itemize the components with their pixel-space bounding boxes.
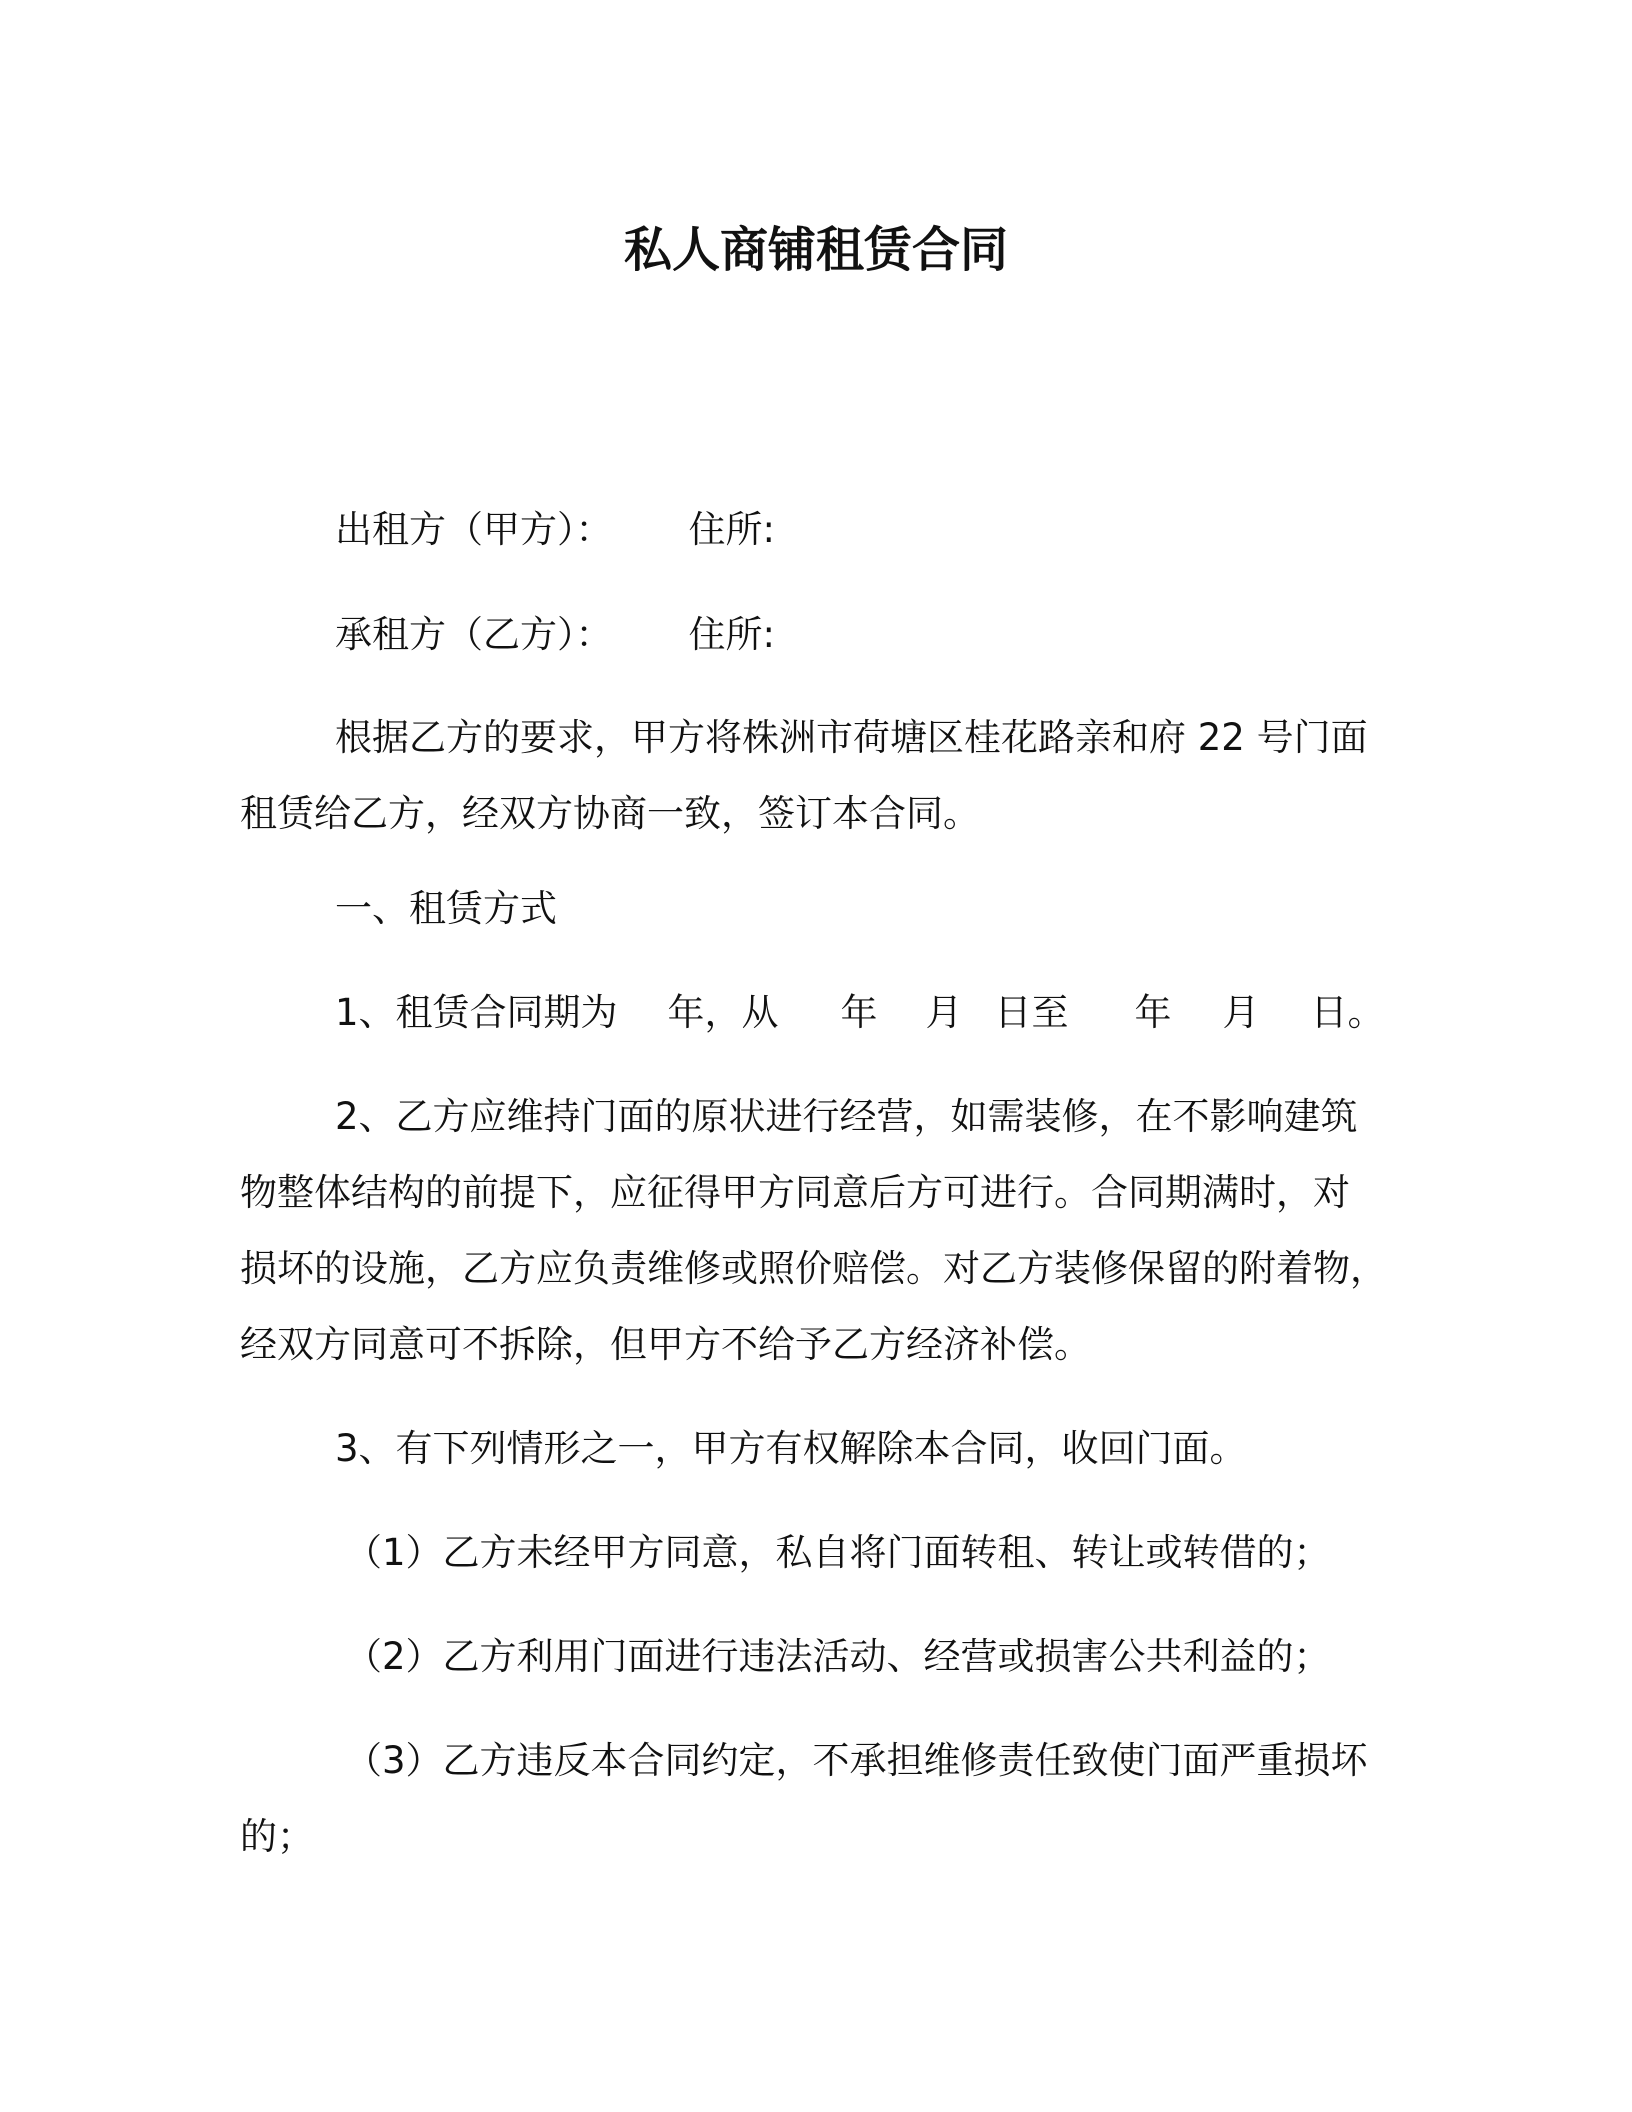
clause-2-line-1: 2、乙方应维持门面的原状进行经营，如需装修，在不影响建筑 <box>335 1095 1358 1138</box>
clause-2-line-2: 物整体结构的前提下，应征得甲方同意后方可进行。合同期满时，对 <box>240 1171 1350 1214</box>
clause-1-to-year: 年 <box>1134 991 1172 1034</box>
item-3-line-2: 的； <box>240 1815 314 1858</box>
item-1: （1）乙方未经甲方同意，私自将门面转租、转让或转借的； <box>345 1531 1331 1574</box>
clause-1-from-day-to: 日至 <box>994 991 1069 1034</box>
lessor-line <box>335 492 1380 568</box>
clause-1-to-month: 月 <box>1222 991 1260 1034</box>
lessor-label: 出租方（甲方）： <box>335 508 613 551</box>
lessee-line <box>335 597 1380 673</box>
document-title: 私人商铺租赁合同 <box>623 222 1008 278</box>
clause-3-line-1: 3、有下列情形之一，甲方有权解除本合同，收回门面。 <box>335 1427 1247 1470</box>
item-2: （2）乙方利用门面进行违法活动、经营或损害公共利益的； <box>345 1635 1331 1678</box>
item-3-line-1: （3）乙方违反本合同约定，不承担维修责任致使门面严重损坏 <box>345 1739 1368 1782</box>
clause-1-term-line <box>335 975 1385 1051</box>
lessee-label: 承租方（乙方）： <box>335 613 613 656</box>
clause-2-line-3: 损坏的设施，乙方应负责维修或照价赔偿。对乙方装修保留的附着物， <box>240 1247 1387 1290</box>
lessee-address-label: 住所: <box>688 613 775 656</box>
lessor-address-label: 住所: <box>688 508 775 551</box>
clause-1-year-unit: 年，从 <box>667 991 779 1034</box>
clause-2-line-4: 经双方同意可不拆除，但甲方不给予乙方经济补偿。 <box>240 1323 1091 1366</box>
intro-line-1: 根据乙方的要求，甲方将株洲市荷塘区桂花路亲和府 22 号门面 <box>335 716 1368 759</box>
section-1-heading: 一、租赁方式 <box>335 887 557 930</box>
clause-1-from-year: 年 <box>840 991 878 1034</box>
intro-line-2: 租赁给乙方，经双方协商一致，签订本合同。 <box>240 792 980 835</box>
clause-1-from-month: 月 <box>925 991 963 1034</box>
clause-1-to-day: 日。 <box>1310 991 1385 1034</box>
clause-1-start: 1、租赁合同期为 <box>335 991 618 1034</box>
